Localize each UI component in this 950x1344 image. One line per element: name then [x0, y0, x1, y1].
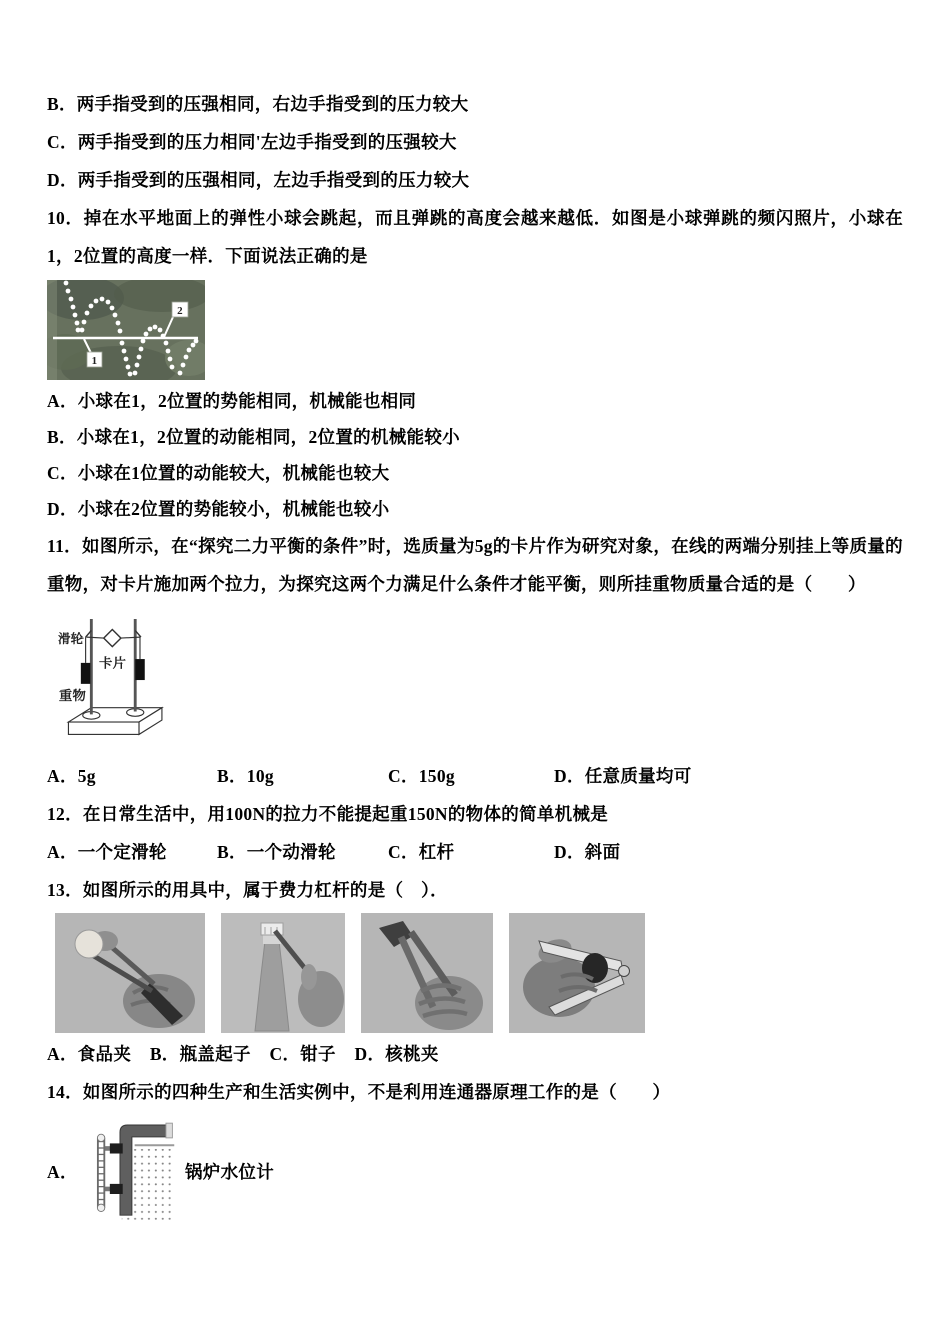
bottle-opener-photo [221, 913, 345, 1033]
q11-option-d: D．任意质量均可 [554, 766, 692, 786]
boiler-water-gauge-figure [85, 1119, 177, 1223]
water-dots [134, 1149, 174, 1206]
q10-option-b: B．小球在1，2位置的动能相同，2位置的机械能较小 [47, 427, 460, 447]
q9-option-d: D．两手指受到的压强相同，左边手指受到的压力较大 [47, 170, 470, 190]
food-tongs-photo [55, 913, 205, 1033]
q12-option-b: B．一个动滑轮 [217, 842, 336, 862]
q12-option-a: A．一个定滑轮 [47, 842, 167, 862]
photo-edge-light [47, 280, 57, 380]
q11-stem: 11．如图所示，在“探究二力平衡的条件”时，选质量为5g的卡片作为研究对象，在线的两端分别挂上等质量的重物，对卡片施加两个拉力，为探究这两个力满足什么条件才能平衡，则所挂重物质量合适的是（ ） [47, 536, 903, 594]
q13-option-b: B．瓶盖起子 [149, 1044, 251, 1064]
card-label: 卡片 [98, 655, 127, 671]
q10-stem: 10．掉在水平地面上的弹性小球会跳起，而且弹跳的高度会越来越低．如图是小球弹跳的频闪照片，小球在1，2位置的高度一样．下面说法正确的是 [47, 208, 903, 266]
q13-stem: 13．如图所示的用具中，属于费力杠杆的是（ ）． [47, 880, 448, 900]
nutcracker-photo [509, 913, 645, 1033]
gauge-top-cap [97, 1134, 104, 1141]
q12-stem: 12．在日常生活中，用100N的拉力不能提起重150N的物体的简单机械是 [47, 804, 609, 824]
q14-option-a-row [47, 1119, 903, 1223]
right-weight [135, 659, 145, 680]
left-weight [81, 663, 91, 684]
q9-option-b: B．两手指受到的压强相同，右边手指受到的压力较大 [47, 94, 469, 114]
q12-option-d: D．斜面 [554, 842, 621, 862]
flange [110, 1143, 123, 1153]
q14-option-a-caption: 锅炉水位计 [185, 1161, 274, 1182]
q11-option-a: A．5g [47, 766, 96, 786]
q10-option-c: C．小球在1位置的动能较大，机械能也较大 [47, 463, 390, 483]
q10-option-a: A．小球在1，2位置的势能相同，机械能也相同 [47, 391, 417, 411]
hinge [619, 966, 630, 977]
ball-position-label-1: 1 [91, 355, 98, 367]
q14-stem: 14．如图所示的四种生产和生活实例中，不是利用连通器原理工作的是（ ） [47, 1082, 671, 1102]
food-item [75, 930, 103, 958]
pliers-photo [361, 913, 493, 1033]
card-shape [104, 629, 121, 646]
q11-options-row [47, 757, 903, 795]
q9-option-c: C．两手指受到的压力相同'左边手指受到的压强较大 [47, 132, 457, 152]
q13-option-a: A．食品夹 [47, 1044, 132, 1064]
q14-option-a-label: A． [47, 1161, 78, 1182]
q13-option-c: C．钳子 [269, 1044, 336, 1064]
q11-option-b: B．10g [217, 766, 274, 786]
q11-option-c: C．150g [388, 766, 455, 786]
weight-label: 重物 [58, 688, 87, 704]
q12-options-row [47, 833, 903, 871]
right-thread [121, 637, 140, 638]
q13-options-row [47, 1035, 903, 1073]
nut [582, 953, 608, 983]
pulley-label: 滑轮 [57, 631, 84, 646]
pipe-end-cap [166, 1123, 172, 1138]
q13-figure-row [55, 913, 903, 1033]
two-force-balance-apparatus-figure [57, 611, 181, 751]
left-thread [87, 637, 104, 638]
base-front-face [68, 722, 139, 734]
q12-option-c: C．杠杆 [388, 842, 455, 862]
q13-option-d: D．核桃夹 [354, 1044, 439, 1064]
bounce-trajectory-photo [47, 280, 205, 380]
thumb-shape [301, 964, 317, 990]
ball-position-label-2: 2 [177, 305, 183, 317]
flange [110, 1184, 123, 1194]
gauge-bottom-cap [97, 1204, 104, 1211]
q10-option-d: D．小球在2位置的势能较小，机械能也较小 [47, 499, 390, 519]
